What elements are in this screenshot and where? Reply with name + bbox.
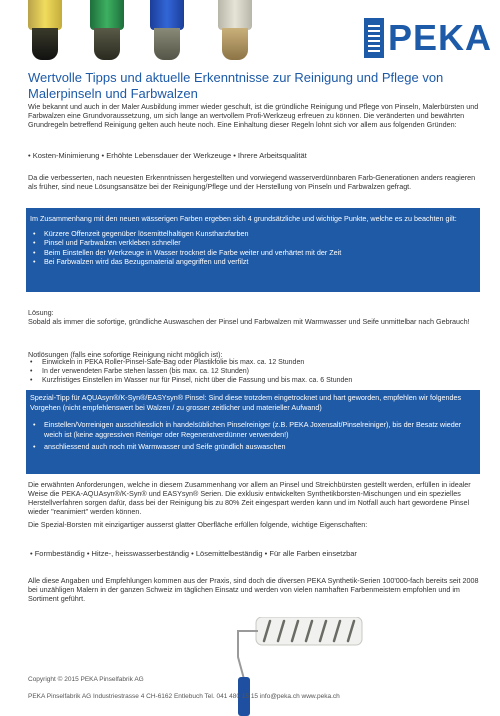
logo-text: PEKA [387,17,492,58]
list-item: • Beim Einstellen der Werkzeuge in Wasser trocknet die Farbe weiter und verhärtet mit der Zeit [44,248,474,258]
list-item: • In der verwendeten Farbe stehen lassen (bis max. ca. 12 Stunden) [42,368,402,377]
list-item: • Kürzere Offenzeit gegenüber lösemittelhaltigen Kunstharzfarben [44,229,474,239]
page-title: Wertvolle Tipps und aktuelle Erkenntnisse zur Reinigung und Pflege von Malerpinseln und Farbwalzen [28,70,444,101]
properties-line: • Formbeständig • Hitze-, heisswasserbeständig • Lösemittelbeständig • Für alle Farben einsetzbar [30,549,357,558]
green-brush-image [90,0,124,62]
solution-text: Sobald als immer die sofortige, gründliche Auswaschen der Pinsel und Farbwalzen mit Warmwasser und Seife unmittelbar nach Gebrauch! [28,317,470,326]
reasons-line: • Kosten-Minimierung • Erhöhte Lebensdauer der Werkzeuge • Ihrere Arbeitsqualität [28,151,307,160]
emergency-label: Notlösungen (falls eine sofortige Reinigung nicht möglich ist): [28,350,223,359]
intro-paragraph: Wie bekannt und auch in der Maler Ausbildung immer wieder geschult, ist die gründliche Reinigung und Pflege von Pinseln, Malerbürsten und Farbwalzen eine Grundvoraussetzung, um sich lange an wertvollem Profi-Werkzeug erfreuen zu können. Die veränderten und bewährten Grundregeln betreffend Reinigung gelten auch heute noch. Eine Einhaltung dieser Regeln lohnt sich vor allem aus folgenden Gründen: [28,102,479,129]
emergency-list [28,359,402,385]
list-item: • anschliessend auch noch mit Warmwasser und Seife gründlich auswaschen [44,442,474,452]
list-item: • Kurzfristiges Einstellen im Wasser nur für Pinsel, nicht über die Fassung und bis max. ca. 6 Stunden [42,377,402,386]
paragraph-properties-intro: Die Spezial-Borsten mit einzigartiger ausserst glatter Oberfläche erfüllen folgende, wichtige Eigenschaften: [28,520,368,529]
special-tip-intro: Spezial-Tipp für AQUAsyn®/K-Syn®/EASYsyn® Pinsel: Sind diese trotzdem eingetrocknet und hart geworden, empfehlen wir folgendes Vorgehen (nicht empfehlenswert bei Walzen / zu grosser zeitlicher und materieller Aufwand) [30,393,462,412]
footer-contact: PEKA Pinselfabrik AG Industriestrasse 4 CH-6162 Entlebuch Tel. 041 480 15 15 info@peka.ch www.peka.ch [28,693,340,700]
yellow-brush-image [28,0,62,62]
info-box-key-points [26,208,480,292]
paint-roller-image [200,617,370,716]
paragraph-new-generation: Da die verbesserten, nach neuesten Erkenntnissen hergestellten und vorwiegend wasserverdünnbaren Farb-Generationen anders reagieren als früher, sind neue Lösungsansätze bei der Reinigung/Pflege und der Herstellung von Pinseln und Farbwalzen gefragt. [28,173,476,191]
paragraph-practice: Alle diese Angaben und Empfehlungen kommen aus der Praxis, sind doch die diversen PEKA Synthetik-Serien 100'000-fach bereits seit 2008 bei unzähligen Malern in der ganzen Schweiz im täglichen Einsatz und werden von vielen namhaften Farbenmeistern empfohlen und im Sortiment geführt. [28,576,479,603]
blue-brush-image [150,0,184,62]
copyright: Copyright © 2015 PEKA Pinselfabrik AG [28,676,144,683]
key-points-list [30,229,474,267]
header [0,0,500,66]
list-item: • Einwickeln in PEKA Roller-Pinsel-Safe-Bag oder Plastikfolie bis max. ca. 12 Stunden [42,359,402,368]
solution-label: Lösung: [28,308,54,317]
peka-logo [364,18,492,58]
info-box-special-tip [26,390,480,474]
tan-brush-image [218,0,252,62]
list-item: • Bei Farbwalzen wird das Bezugsmaterial angegriffen und verfilzt [44,257,474,267]
list-item: • Einstellen/Vorreinigen ausschliesslich in handelsüblichen Pinselreiniger (z.B. PEKA Joxensalt/Pinselreiniger), bis der Besatz wieder weich ist (keine aggressiven Reiniger oder Regeneratverdünner verwenden!) [44,420,474,439]
info-box-intro: Im Zusammenhang mit den neuen wässerigen Farben ergeben sich 4 grundsätzliche und wichtige Punkte, welche es zu beachten gilt: [30,214,457,223]
list-item: • Pinsel und Farbwalzen verkleben schneller [44,238,474,248]
special-tip-list [30,420,474,452]
peka-logo-mark [364,18,384,58]
paragraph-requirements: Die erwähnten Anforderungen, welche in diesem Zusammenhang vor allem an Pinsel und Streichbürsten gestellt werden, erfüllen in idealer Weise die PEKA-AQUAsyn®/K-Syn® und EASYsyn® Serien. Die exklusiv entwickelten Synthetikborsten-Mischungen und ein spezielles Herstellverfahren sorgen dafür, dass bei der Reinigung bis zu 80% Zeit eingespart werden kann und im Notfall auch hart gewordene Pinsel wieder "reanimiert" werden können. [28,480,471,516]
